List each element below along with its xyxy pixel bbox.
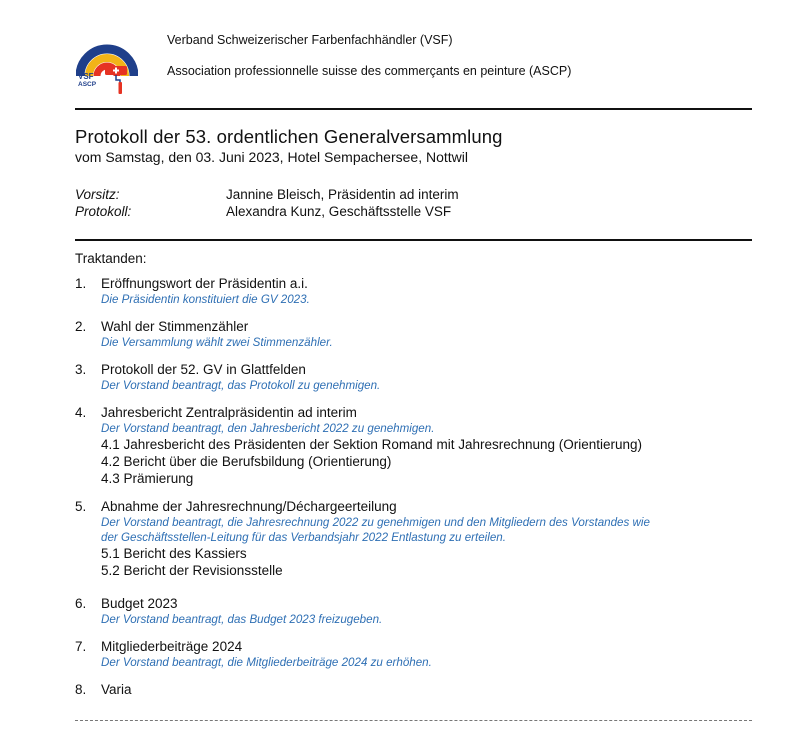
- title-main: 53. ordentlichen Generalversammlung: [185, 126, 503, 147]
- agenda-item-4: [75, 405, 755, 487]
- agenda-subitem: 4.3 Prämierung: [101, 471, 194, 486]
- logo-roller-handle: [119, 82, 123, 94]
- vsf-logo: [76, 32, 138, 94]
- section-rule: [75, 239, 752, 241]
- logo-text-ascp: ASCP: [78, 81, 97, 88]
- agenda-item-6: [75, 596, 755, 627]
- chair-value: Jannine Bleisch, Präsidentin ad interim: [226, 187, 459, 202]
- org-name-fr: Association professionnelle suisse des commerçants en peinture (ASCP): [167, 64, 572, 78]
- agenda-subitem: 4.1 Jahresbericht des Präsidenten der Sektion Romand mit Jahresrechnung (Orientierung): [101, 437, 643, 452]
- agenda-subitem: 5.1 Bericht des Kassiers: [101, 546, 247, 561]
- footer-dotted-rule: [75, 720, 752, 721]
- agenda-item-title: Jahresbericht Zentralpräsidentin ad interim: [101, 405, 357, 420]
- agenda-item-number: 6.: [75, 596, 87, 611]
- agenda-item-number: 7.: [75, 639, 87, 654]
- agenda-item-title: Eröffnungswort der Präsidentin a.i.: [101, 276, 308, 291]
- agenda-item-title: Mitgliederbeiträge 2024: [101, 639, 243, 654]
- minutes-value: Alexandra Kunz, Geschäftsstelle VSF: [226, 204, 452, 219]
- agenda-item-note: Die Versammlung wählt zwei Stimmenzähler.: [101, 336, 333, 349]
- agenda-heading: Traktanden:: [75, 251, 147, 266]
- agenda-list: [75, 276, 755, 698]
- page-subtitle: vom Samstag, den 03. Juni 2023, Hotel Sempachersee, Nottwil: [75, 149, 468, 165]
- org-name-de: Verband Schweizerischer Farbenfachhändler (VSF): [167, 33, 453, 47]
- title-prefix: Protokoll der: [75, 126, 186, 147]
- agenda-item-note: Der Vorstand beantragt, die Mitgliederbeiträge 2024 zu erhöhen.: [101, 656, 432, 669]
- agenda-item-title: Wahl der Stimmenzähler: [101, 319, 249, 334]
- logo-roller-cross-h: [113, 70, 119, 72]
- agenda-item-note: Der Vorstand beantragt, die Jahresrechnung 2022 zu genehmigen und den Mitgliedern des Vorstandes wie: [101, 516, 650, 529]
- agenda-item-number: 3.: [75, 362, 87, 377]
- agenda-item-note: Die Präsidentin konstituiert die GV 2023.: [101, 293, 310, 306]
- agenda-item-3: [75, 362, 755, 393]
- agenda-item-note: der Geschäftsstellen-Leitung für das Verbandsjahr 2022 Entlastung zu erteilen.: [101, 531, 506, 544]
- agenda-subitem: 5.2 Bericht der Revisionsstelle: [101, 563, 283, 578]
- logo-text-vsf: VSF: [78, 72, 94, 81]
- agenda-item-number: 2.: [75, 319, 87, 334]
- page-title: [75, 126, 503, 148]
- agenda-item-title: Protokoll der 52. GV in Glattfelden: [101, 362, 306, 377]
- agenda-subitem: 4.2 Bericht über die Berufsbildung (Orientierung): [101, 454, 392, 469]
- agenda-item-7: [75, 639, 755, 670]
- agenda-item-note: Der Vorstand beantragt, das Budget 2023 freizugeben.: [101, 613, 383, 626]
- agenda-item-note: Der Vorstand beantragt, den Jahresbericht 2022 zu genehmigen.: [101, 422, 435, 435]
- chair-label: Vorsitz:: [75, 187, 120, 202]
- agenda-item-5: [75, 499, 755, 579]
- agenda-item-title: Abnahme der Jahresrechnung/Déchargeerteilung: [101, 499, 397, 514]
- agenda-item-number: 8.: [75, 682, 87, 697]
- agenda-item-1: [75, 276, 755, 307]
- header-rule: [75, 108, 752, 110]
- agenda-item-number: 1.: [75, 276, 87, 291]
- agenda-item-title: Budget 2023: [101, 596, 178, 611]
- agenda-item-number: 4.: [75, 405, 87, 420]
- minutes-label: Protokoll:: [75, 204, 132, 219]
- agenda-item-number: 5.: [75, 499, 87, 514]
- agenda-item-2: [75, 319, 755, 350]
- agenda-item-note: Der Vorstand beantragt, das Protokoll zu genehmigen.: [101, 379, 381, 392]
- agenda-item-8: [75, 682, 755, 698]
- agenda-item-title: Varia: [101, 682, 132, 697]
